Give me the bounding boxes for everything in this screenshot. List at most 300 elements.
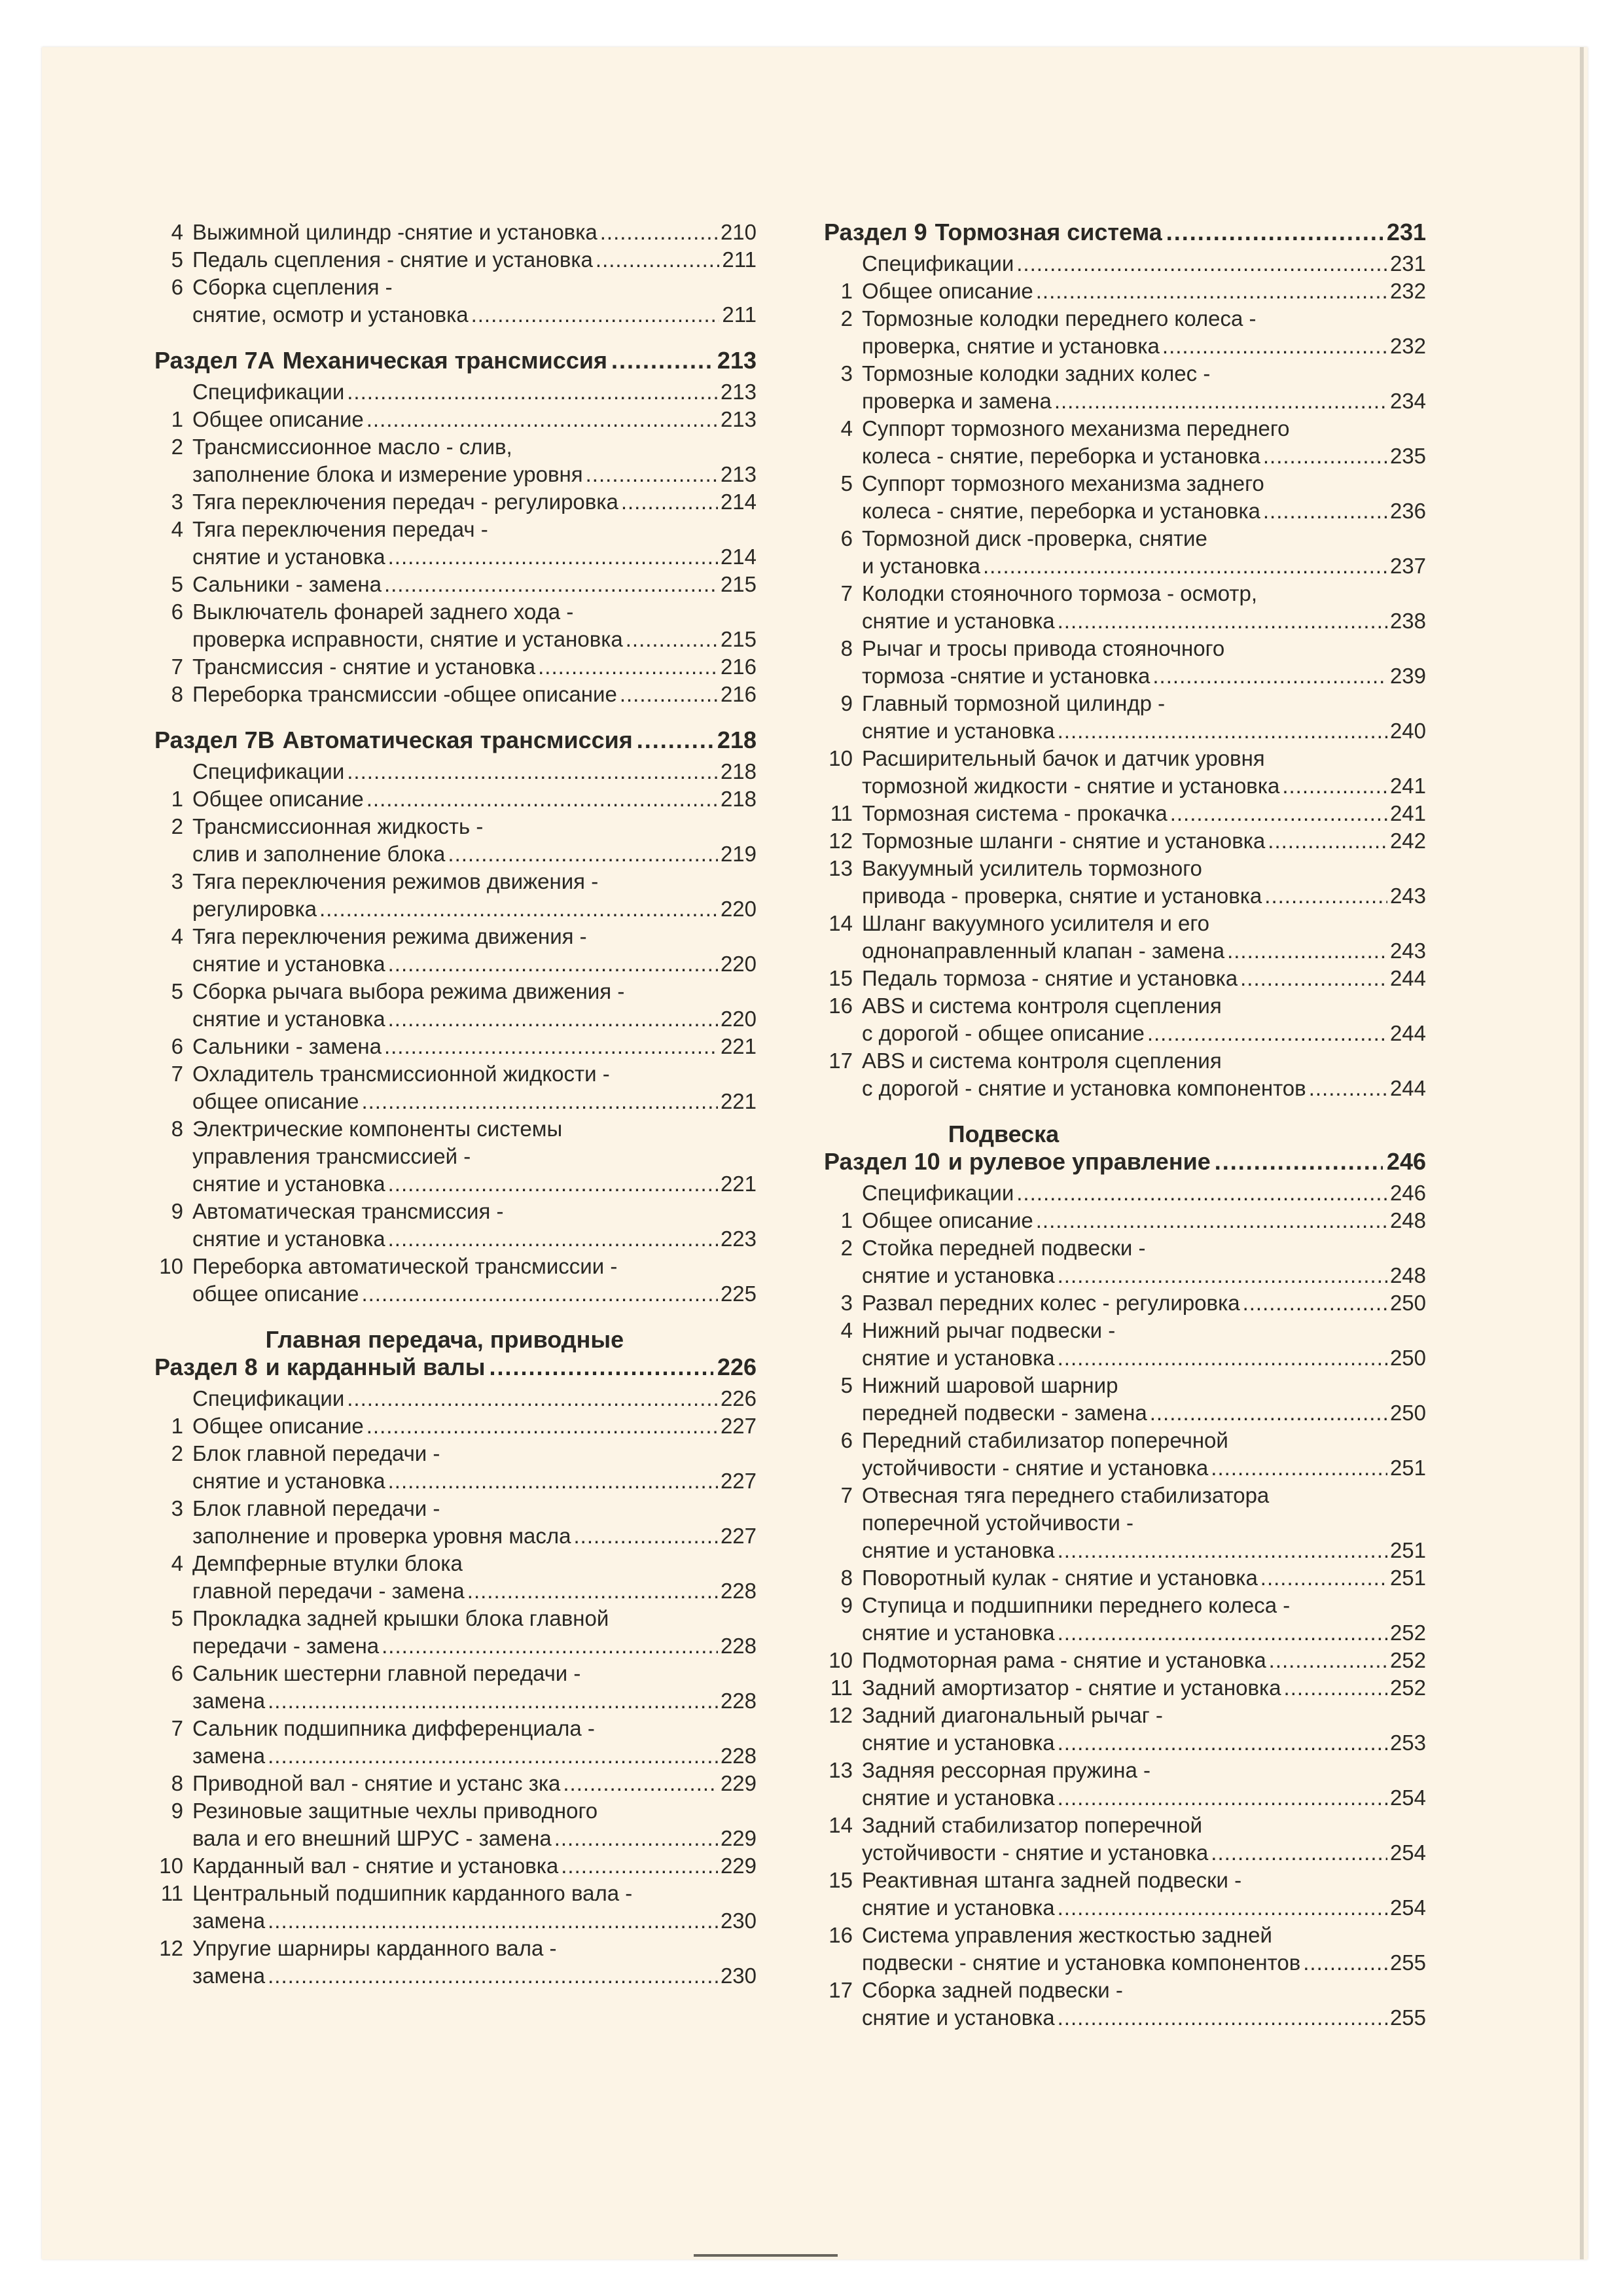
- entry-line: [192, 1577, 757, 1605]
- entry-title: Задняя рессорная пружина -: [862, 1758, 1151, 1782]
- entry-line: [862, 635, 1426, 662]
- entry-page: 230: [720, 1909, 757, 1933]
- entry-number: 8: [171, 682, 183, 706]
- dot-leader: [1263, 497, 1387, 525]
- toc-entry: [154, 598, 757, 653]
- dot-leader: [1309, 1075, 1387, 1102]
- entry-page: 216: [720, 655, 757, 679]
- entry-body: [862, 360, 1426, 415]
- entry-title: Трансмиссия - снятие и установка: [192, 655, 536, 679]
- entry-line: [192, 785, 757, 813]
- entry-line: [192, 461, 757, 488]
- entry-page: 241: [1389, 801, 1426, 825]
- entry-title: Тормозной диск -проверка, снятие: [862, 526, 1207, 550]
- entry-line: [862, 2004, 1426, 2032]
- section-title: Главная передача, приводные: [265, 1326, 624, 1353]
- entry-title: Трансмиссионное масло - слив,: [192, 435, 512, 459]
- entry-page: 252: [1389, 1621, 1426, 1645]
- entry-title: замена: [192, 1964, 266, 1988]
- toc-entry: [154, 1115, 757, 1198]
- dot-leader: [1284, 1674, 1387, 1702]
- entry-title: проверка и замена: [862, 389, 1052, 413]
- dot-leader: [1268, 827, 1387, 855]
- entry-number: 1: [171, 787, 183, 811]
- entry-page: 221: [720, 1034, 757, 1058]
- entry-title: главной передачи - замена: [192, 1579, 465, 1603]
- dot-leader: [361, 1280, 718, 1308]
- entry-title: снятие и установка: [862, 1621, 1055, 1645]
- entry-body: [862, 1977, 1426, 2032]
- entry-number: 7: [171, 655, 183, 679]
- entry-line: [192, 1715, 757, 1742]
- entry-page: 254: [1389, 1895, 1426, 1920]
- entry-body: [862, 992, 1426, 1047]
- dot-leader: [600, 219, 718, 246]
- entry-number: 4: [171, 1551, 183, 1575]
- entry-line: [862, 1482, 1426, 1509]
- entry-title: передачи - замена: [192, 1634, 380, 1658]
- entry-body: [862, 1289, 1426, 1317]
- entry-number: 6: [840, 526, 853, 550]
- entry-line: [862, 855, 1426, 882]
- dot-leader: [1211, 1454, 1387, 1482]
- entry-body: [862, 1592, 1426, 1647]
- toc-entry: [824, 1207, 1426, 1234]
- entry-line: [862, 1047, 1426, 1075]
- entry-line: [862, 1234, 1426, 1262]
- entry-title: Суппорт тормозного механизма переднего: [862, 416, 1290, 440]
- entry-page: 230: [720, 1964, 757, 1988]
- entry-line: [862, 1399, 1426, 1427]
- toc-entry: [154, 923, 757, 978]
- entry-title: снятие и установка: [192, 1227, 385, 1251]
- dot-leader: [268, 1907, 718, 1935]
- toc-entry: [824, 415, 1426, 470]
- toc-entry: [154, 1440, 757, 1495]
- entry-page: 228: [720, 1744, 757, 1768]
- entry-body: [862, 1234, 1426, 1289]
- entry-body: [862, 1482, 1426, 1564]
- entry-page: 215: [720, 572, 757, 596]
- entry-body: [192, 219, 757, 246]
- entry-number: 2: [171, 435, 183, 459]
- entry-page: 220: [720, 1007, 757, 1031]
- entry-title: колеса - снятие, переборка и установка: [862, 444, 1260, 468]
- entry-line: [192, 1687, 757, 1715]
- dot-leader: [1170, 800, 1387, 827]
- toc-entry: [154, 1060, 757, 1115]
- dot-leader: [388, 543, 718, 571]
- entry-line: [192, 1907, 757, 1935]
- entry-page: 255: [1389, 1950, 1426, 1975]
- spec-page: 218: [720, 759, 757, 783]
- entry-title: Общее описание: [192, 1414, 364, 1438]
- entry-line: [192, 1825, 757, 1852]
- entry-number: 4: [840, 1318, 853, 1342]
- toc-entry: [154, 1935, 757, 1990]
- toc-entry: [154, 571, 757, 598]
- entry-line: [192, 1770, 757, 1797]
- dot-leader: [1211, 1839, 1387, 1867]
- entry-number: 12: [829, 829, 853, 853]
- entry-line: [192, 274, 757, 301]
- toc-entry: [824, 855, 1426, 910]
- toc-entry: [824, 1564, 1426, 1592]
- entry-number: 6: [171, 1661, 183, 1685]
- entry-line: [192, 1253, 757, 1280]
- entry-title: снятие и установка: [192, 1469, 385, 1493]
- entry-page: 214: [720, 490, 757, 514]
- entry-number: 3: [171, 1496, 183, 1520]
- entry-title: снятие и установка: [862, 719, 1055, 743]
- entry-number: 2: [171, 1441, 183, 1465]
- dot-leader: [268, 1742, 718, 1770]
- dot-leader: [1058, 717, 1387, 745]
- entry-body: [862, 1812, 1426, 1867]
- entry-number: 1: [171, 407, 183, 431]
- entry-line: [862, 387, 1426, 415]
- entry-title: Задний амортизатор - снятие и установка: [862, 1676, 1281, 1700]
- entry-title: Блок главной передачи -: [192, 1496, 440, 1520]
- entry-line: [862, 827, 1426, 855]
- toc-entry: [824, 1702, 1426, 1757]
- entry-body: [192, 571, 757, 598]
- entry-page: 216: [720, 682, 757, 706]
- entry-title: Общее описание: [862, 279, 1033, 303]
- entry-page: 211: [722, 247, 757, 272]
- entry-line: [862, 1075, 1426, 1102]
- entry-body: [862, 1047, 1426, 1102]
- entry-body: [192, 978, 757, 1033]
- entry-line: [192, 1170, 757, 1198]
- entry-line: [192, 433, 757, 461]
- entry-page: 251: [1389, 1538, 1426, 1562]
- entry-number: 7: [840, 581, 853, 605]
- entry-page: 240: [1389, 719, 1426, 743]
- entry-number: 10: [829, 746, 853, 770]
- dot-leader: [388, 1225, 718, 1253]
- entry-number: 1: [840, 1208, 853, 1232]
- section-label: Раздел 7А: [154, 347, 275, 374]
- entry-page: 252: [1389, 1648, 1426, 1672]
- spec-page: 246: [1389, 1181, 1426, 1205]
- dot-leader: [621, 488, 718, 516]
- entry-page: 228: [720, 1579, 757, 1603]
- section-title-line: [940, 1121, 1426, 1148]
- entry-number: 2: [840, 1236, 853, 1260]
- toc-entry: [154, 1797, 757, 1852]
- entry-line: [192, 1060, 757, 1088]
- entry-line: [192, 1225, 757, 1253]
- dot-leader: [319, 895, 718, 923]
- dot-leader: [1240, 965, 1387, 992]
- entry-body: [192, 1550, 757, 1605]
- entry-page: 244: [1389, 966, 1426, 990]
- toc-entry: [154, 1715, 757, 1770]
- entry-page: 219: [720, 842, 757, 866]
- entry-page: 250: [1389, 1401, 1426, 1425]
- entry-page: 254: [1389, 1840, 1426, 1865]
- entry-title: Автоматическая трансмиссия -: [192, 1199, 504, 1223]
- dot-leader: [366, 785, 718, 813]
- entry-title: ABS и система контроля сцепления: [862, 1049, 1222, 1073]
- entry-page: 213: [720, 462, 757, 486]
- entry-title: Ступица и подшипники переднего колеса -: [862, 1593, 1291, 1617]
- dot-leader: [554, 1825, 718, 1852]
- entry-line: [862, 1207, 1426, 1234]
- entry-line: [192, 246, 757, 274]
- entry-line: [862, 497, 1426, 525]
- entry-body: [862, 580, 1426, 635]
- entry-body: [192, 868, 757, 923]
- entry-title: Карданный вал - снятие и установка: [192, 1854, 559, 1878]
- entry-body: [192, 1440, 757, 1495]
- specifications-entry: [154, 378, 757, 406]
- dot-leader: [388, 1170, 718, 1198]
- specifications-entry: [824, 250, 1426, 278]
- entry-line: [862, 1867, 1426, 1894]
- entry-body: [192, 406, 757, 433]
- entry-line: [192, 1033, 757, 1060]
- entry-body: [192, 1060, 757, 1115]
- toc-entry: [824, 992, 1426, 1047]
- entry-body: [862, 470, 1426, 525]
- entry-page: 211: [722, 302, 757, 327]
- section-title-line: [258, 1326, 757, 1354]
- toc-entry: [824, 965, 1426, 992]
- entry-line: [192, 1880, 757, 1907]
- entry-line: [192, 1935, 757, 1962]
- entry-body: [862, 278, 1426, 305]
- section-label: Раздел 9: [824, 219, 927, 245]
- entry-line: [862, 1949, 1426, 1977]
- entry-title: тормоза -снятие и установка: [862, 664, 1150, 688]
- entry-page: 236: [1389, 499, 1426, 523]
- entry-page: 223: [720, 1227, 757, 1251]
- entry-body: [862, 690, 1426, 745]
- entry-title: Отвесная тяга переднего стабилизатора: [862, 1483, 1270, 1507]
- entry-line: [192, 1797, 757, 1825]
- dot-leader: [626, 626, 718, 653]
- toc-entry: [824, 1592, 1426, 1647]
- entry-title: заполнение блока и измерение уровня: [192, 462, 583, 486]
- entry-page: 221: [720, 1172, 757, 1196]
- toc-entry: [824, 635, 1426, 690]
- entry-body: [862, 635, 1426, 690]
- entry-line: [192, 1467, 757, 1495]
- entry-title: Педаль сцепления - снятие и установка: [192, 247, 593, 272]
- entry-body: [192, 1660, 757, 1715]
- entry-number: 9: [171, 1199, 183, 1223]
- entry-title: Переборка автоматической трансмиссии -: [192, 1254, 618, 1278]
- entry-line: [192, 406, 757, 433]
- toc-entry: [154, 433, 757, 488]
- entry-title: Тормозные шланги - снятие и установка: [862, 829, 1266, 853]
- toc-entry: [154, 1660, 757, 1715]
- entry-title: замена: [192, 1744, 266, 1768]
- entry-page: 227: [720, 1524, 757, 1548]
- entry-line: [192, 1088, 757, 1115]
- toc-entry: [154, 488, 757, 516]
- entry-title: Реактивная штанга задней подвески -: [862, 1868, 1242, 1892]
- entry-page: 238: [1389, 609, 1426, 633]
- entry-title: Сборка рычага выбора режима движения -: [192, 979, 625, 1003]
- dot-leader: [448, 840, 718, 868]
- entry-page: 242: [1389, 829, 1426, 853]
- entry-number: 9: [171, 1799, 183, 1823]
- entry-title: Педаль тормоза - снятие и установка: [862, 966, 1238, 990]
- entry-line: [862, 1922, 1426, 1949]
- spec-page: 213: [720, 380, 757, 404]
- entry-page: 232: [1389, 334, 1426, 358]
- entry-title: Выключатель фонарей заднего хода -: [192, 600, 574, 624]
- entry-line: [862, 1647, 1426, 1674]
- section-title-line: [258, 1354, 757, 1381]
- entry-title: заполнение и проверка уровня масла: [192, 1524, 571, 1548]
- entry-body: [862, 1674, 1426, 1702]
- entry-page: 229: [720, 1854, 757, 1878]
- entry-body: [862, 965, 1426, 992]
- entry-line: [192, 301, 757, 329]
- entry-page: 244: [1389, 1076, 1426, 1100]
- entry-line: [192, 598, 757, 626]
- entry-number: 2: [840, 306, 853, 331]
- entry-title: с дорогой - снятие и установка компонентов: [862, 1076, 1306, 1100]
- entry-body: [192, 1770, 757, 1797]
- dot-leader: [1054, 387, 1387, 415]
- entry-title: Шланг вакуумного усилителя и его: [862, 911, 1209, 935]
- toc-entry: [824, 1482, 1426, 1564]
- entry-line: [192, 950, 757, 978]
- specifications-entry: [824, 1179, 1426, 1207]
- entry-title: Сальники - замена: [192, 572, 382, 596]
- entry-title: Электрические компоненты системы: [192, 1117, 563, 1141]
- entry-title: снятие и установка: [862, 1731, 1055, 1755]
- entry-number: 8: [840, 636, 853, 660]
- toc-entry: [824, 1289, 1426, 1317]
- entry-page: 239: [1389, 664, 1426, 688]
- dot-leader: [538, 653, 718, 681]
- dot-leader: [1147, 1020, 1387, 1047]
- dot-leader: [574, 1522, 718, 1550]
- entry-page: 229: [720, 1826, 757, 1850]
- toc-entry: [824, 1047, 1426, 1102]
- entry-title: снятие и установка: [192, 545, 385, 569]
- entry-line: [192, 681, 757, 708]
- entry-title: устойчивости - снятие и установка: [862, 1456, 1209, 1480]
- entry-line: [862, 470, 1426, 497]
- entry-page: 248: [1389, 1208, 1426, 1232]
- dot-leader: [489, 1354, 713, 1381]
- spec-label: Спецификации: [192, 1386, 345, 1410]
- entry-page: 234: [1389, 389, 1426, 413]
- dot-leader: [382, 1632, 718, 1660]
- entry-page: 253: [1389, 1731, 1426, 1755]
- entry-number: 3: [171, 490, 183, 514]
- entry-line: [862, 1020, 1426, 1047]
- entry-body: [192, 813, 757, 868]
- entry-number: 14: [829, 1813, 853, 1837]
- entry-page: 244: [1389, 1021, 1426, 1045]
- toc-entry: [154, 1033, 757, 1060]
- entry-title: Общее описание: [862, 1208, 1033, 1232]
- toc-entry: [824, 1674, 1426, 1702]
- section-page: 231: [1386, 219, 1426, 245]
- entry-page: 248: [1389, 1263, 1426, 1287]
- toc-entry: [824, 745, 1426, 800]
- entry-line: [862, 1537, 1426, 1564]
- entry-body: [862, 745, 1426, 800]
- toc-entry: [824, 800, 1426, 827]
- toc-entry: [824, 1647, 1426, 1674]
- spec-label: Спецификации: [192, 380, 345, 404]
- entry-title: вала и его внешний ШРУС - замена: [192, 1826, 552, 1850]
- dot-leader: [563, 1770, 718, 1797]
- entry-number: 8: [840, 1566, 853, 1590]
- toc-entry: [154, 1198, 757, 1253]
- entry-page: 227: [720, 1469, 757, 1493]
- entry-number: 13: [829, 1758, 853, 1782]
- entry-line: [192, 840, 757, 868]
- toc-entry: [154, 868, 757, 923]
- toc-entry: [824, 1234, 1426, 1289]
- entry-line: [192, 1495, 757, 1522]
- toc-entry: [154, 1605, 757, 1660]
- entry-body: [192, 1253, 757, 1308]
- dot-leader: [1264, 882, 1387, 910]
- entry-title: Нижний рычаг подвески -: [862, 1318, 1116, 1342]
- entry-title: регулировка: [192, 897, 317, 921]
- entry-line: [192, 978, 757, 1005]
- entry-number: 1: [840, 279, 853, 303]
- dot-leader: [1058, 607, 1387, 635]
- entry-title: проверка исправности, снятие и установка: [192, 627, 623, 651]
- entry-body: [192, 246, 757, 274]
- entry-title: Упругие шарниры карданного вала -: [192, 1936, 557, 1960]
- entry-line: [862, 1812, 1426, 1839]
- entry-number: 17: [829, 1049, 853, 1073]
- entry-body: [862, 1564, 1426, 1592]
- toc-entry: [824, 1977, 1426, 2032]
- entry-page: 241: [1389, 774, 1426, 798]
- entry-title: Нижний шаровой шарнир: [862, 1373, 1118, 1397]
- entry-body: [192, 1495, 757, 1550]
- entry-title: Выжимной цилиндр -снятие и установка: [192, 220, 597, 244]
- entry-page: 214: [720, 545, 757, 569]
- entry-title: Тяга переключения режима движения -: [192, 924, 587, 948]
- entry-line: [192, 1605, 757, 1632]
- entry-line: [862, 745, 1426, 772]
- entry-title: управления трансмиссией -: [192, 1144, 471, 1168]
- entry-number: 5: [171, 572, 183, 596]
- dot-leader: [361, 1088, 718, 1115]
- section-heading: [824, 1121, 1426, 1175]
- specifications-entry: [154, 758, 757, 785]
- entry-title: снятие и установка: [192, 952, 385, 976]
- entry-title: Вакуумный усилитель тормозного: [862, 856, 1202, 880]
- spec-label: Спецификации: [862, 1181, 1014, 1205]
- entry-number: 9: [840, 691, 853, 715]
- entry-page: 228: [720, 1689, 757, 1713]
- entry-line: [192, 1143, 757, 1170]
- entry-number: 11: [830, 1676, 853, 1700]
- section-title: Подвеска: [948, 1121, 1060, 1147]
- entry-page: 237: [1389, 554, 1426, 578]
- entry-number: 16: [829, 1923, 853, 1947]
- entry-number: 13: [829, 856, 853, 880]
- entry-number: 3: [171, 869, 183, 893]
- entry-title: Тяга переключения режимов движения -: [192, 869, 599, 893]
